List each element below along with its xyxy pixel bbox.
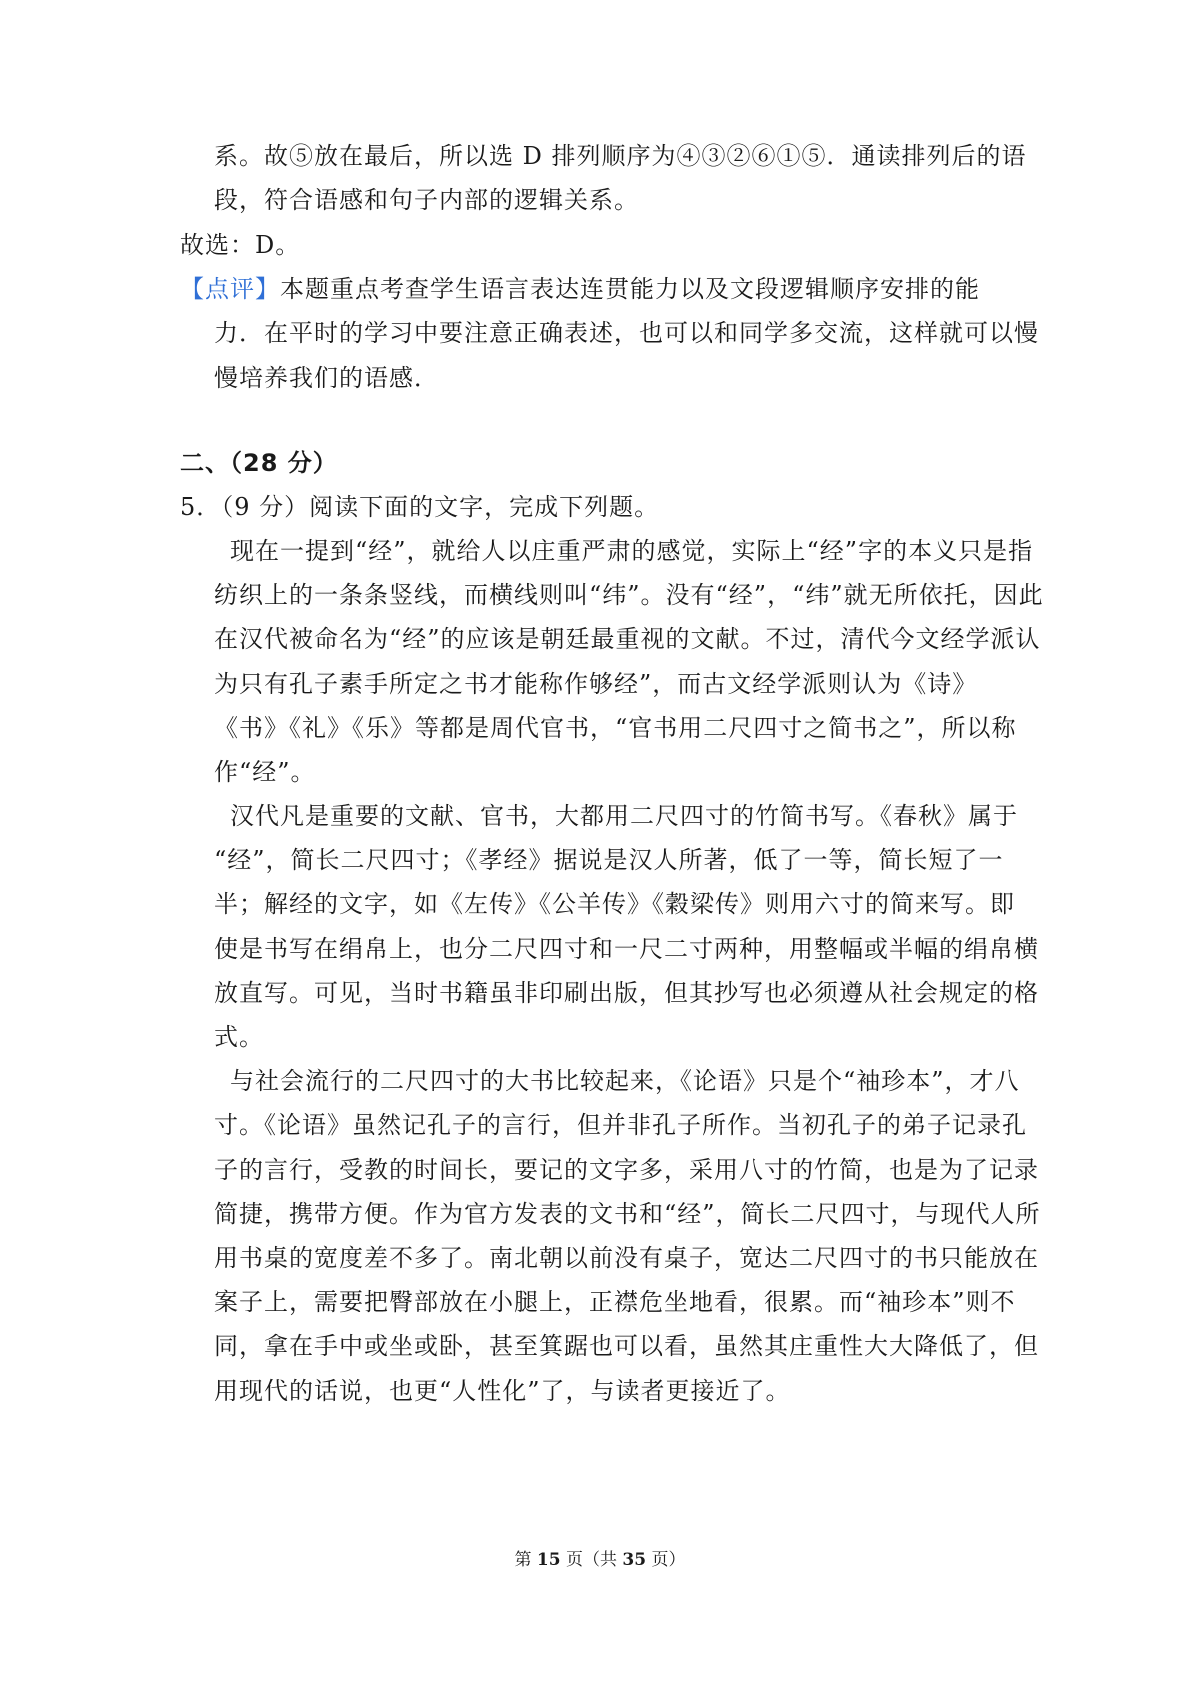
passage-p3-line-2: 寸。《论语》虽然记孔子的言行，但并非孔子所作。当初孔子的弟子记录孔 (214, 1111, 1027, 1139)
passage-p3-line-5: 用书桌的宽度差不多了。南北朝以前没有桌子，宽达二尺四寸的书只能放在 (214, 1244, 1039, 1272)
passage-p1-line-6: 作“经”。 (214, 758, 316, 786)
footer-suffix: 页） (651, 1550, 686, 1570)
passage-p1-line-2: 纺织上的一条条竖线，而横线则叫“纬”。没有“经”，“纬”就无所依托，因此 (214, 581, 1044, 609)
question-stem: 5．（9 分）阅读下面的文字，完成下列题。 (180, 493, 660, 521)
passage-p2-line-1: 汉代凡是重要的文献、官书，大都用二尺四寸的竹简书写。《春秋》属于 (230, 802, 1018, 830)
footer-total-pages: 35 (622, 1550, 647, 1570)
comment-tag: 【点评】 (180, 275, 280, 303)
passage-p1-line-5: 《书》《礼》《乐》等都是周代官书，“官书用二尺四寸之简书之”，所以称 (214, 714, 1017, 742)
section-title: 二、（28 分） (180, 449, 338, 477)
passage-p2-line-2: “经”，简长二尺四寸；《孝经》据说是汉人所著，低了一等，简长短了一 (214, 846, 1004, 874)
passage-p3-line-3: 子的言行，受教的时间长，要记的文字多，采用八寸的竹简，也是为了记录 (214, 1156, 1039, 1184)
passage-p3-line-6: 案子上，需要把臀部放在小腿上，正襟危坐地看，很累。而“袖珍本”则不 (214, 1288, 1016, 1316)
answer-line-1: 系。故⑤放在最后，所以选 D 排列顺序为④③②⑥①⑤．通读排列后的语 (214, 142, 1027, 170)
passage-p2-line-3: 半；解经的文字，如《左传》《公羊传》《穀梁传》则用六寸的简来写。即 (214, 890, 1015, 918)
passage-p1-line-3: 在汉代被命名为“经”的应该是朝廷最重视的文献。不过，清代今文经学派认 (214, 625, 1041, 653)
passage-p2-line-4: 使是书写在绢帛上，也分二尺四寸和一尺二寸两种，用整幅或半幅的绢帛横 (214, 935, 1039, 963)
comment-line-1 (180, 273, 980, 305)
passage-p2-line-5: 放直写。可见，当时书籍虽非印刷出版，但其抄写也必须遵从社会规定的格 (214, 979, 1039, 1007)
passage-p3-line-4: 简捷，携带方便。作为官方发表的文书和“经”，简长二尺四寸，与现代人所 (214, 1200, 1041, 1228)
comment-text-1: 本题重点考查学生语言表达连贯能力以及文段逻辑顺序安排的能 (280, 275, 980, 303)
passage-p3-line-7: 同，拿在手中或坐或卧，甚至箕踞也可以看，虽然其庄重性大大降低了，但 (214, 1332, 1039, 1360)
passage-p1-line-1: 现在一提到“经”，就给人以庄重严肃的感觉，实际上“经”字的本义只是指 (230, 537, 1034, 565)
footer-prefix: 第 (514, 1550, 532, 1570)
comment-line-3: 慢培养我们的语感． (214, 364, 439, 392)
answer-line-2: 段，符合语感和句子内部的逻辑关系。 (214, 186, 639, 214)
passage-p3-line-8: 用现代的话说，也更“人性化”了，与读者更接近了。 (214, 1377, 791, 1405)
footer-middle: 页（共 (566, 1550, 617, 1570)
comment-line-2: 力．在平时的学习中要注意正确表述，也可以和同学多交流，这样就可以慢 (214, 319, 1039, 347)
footer-page-number: 15 (536, 1550, 561, 1570)
passage-p3-line-1: 与社会流行的二尺四寸的大书比较起来，《论语》只是个“袖珍本”，才八 (230, 1067, 1020, 1095)
answer-choice: 故选：D。 (180, 231, 301, 259)
passage-p1-line-4: 为只有孔子素手所定之书才能称作够经”，而古文经学派则认为《诗》 (214, 670, 978, 698)
page-footer (0, 1549, 1200, 1571)
passage-p2-line-6: 式。 (214, 1023, 264, 1051)
